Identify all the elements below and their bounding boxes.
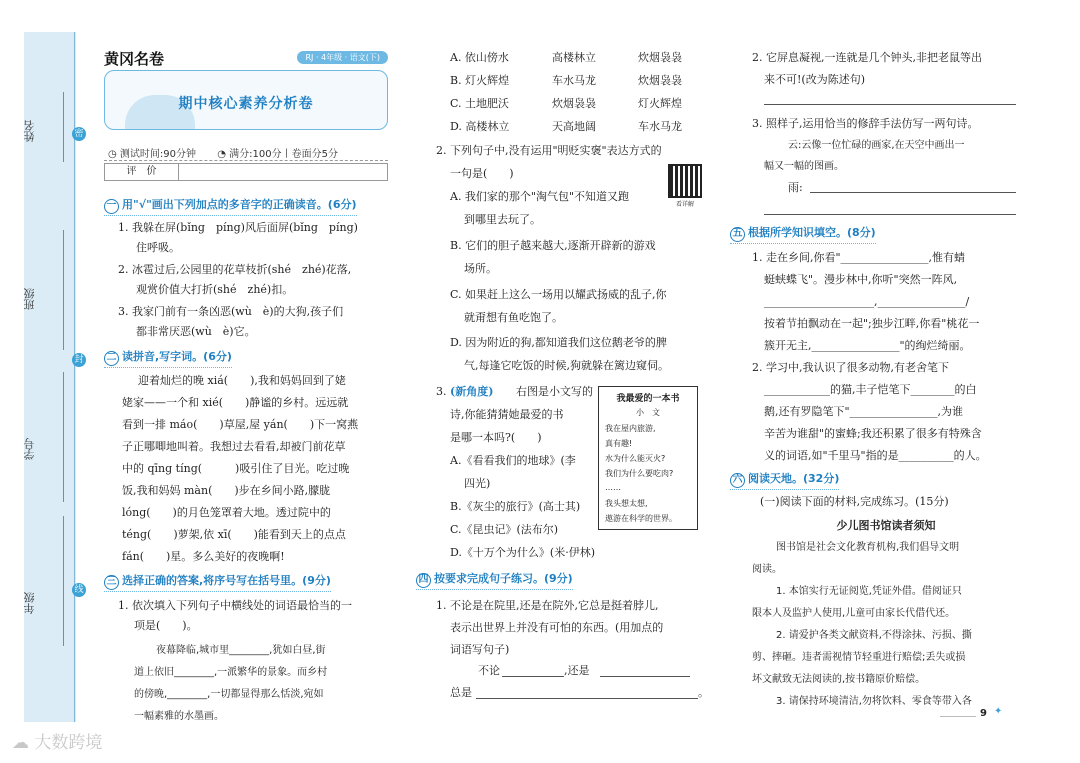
- passage-line: 阅读。: [752, 564, 782, 575]
- sec3-q1-line: 道上依旧________,一派繁华的景象。而乡村: [134, 667, 328, 678]
- poem-line: 水为什么能灭火?: [605, 454, 666, 463]
- sec3-q2-line: 场所。: [464, 262, 497, 275]
- q1-option-a2: 高楼林立: [552, 51, 596, 64]
- sec2-line: fán( )星。多么美好的夜晚啊!: [122, 550, 285, 563]
- q1-option-d2: 天高地阔: [552, 120, 596, 133]
- logo: 黄冈名卷: [104, 50, 165, 68]
- q1-option-d3: 车水马龙: [638, 120, 682, 133]
- header-bar: [104, 48, 388, 66]
- q1-option-b: B. 灯火辉煌: [450, 74, 510, 87]
- sec4-q2-line: 来不可!(改为陈述句): [764, 73, 866, 86]
- sec5-line: 辛苦为谁甜"的蜜蜂;我还积累了很多有特殊含: [764, 427, 982, 440]
- section-5-title: 五 根据所学知识填空。(8分): [730, 224, 876, 244]
- sec1-line: 2. 冰雹过后,公园里的花草枝折(shé zhé)花落,: [118, 263, 352, 276]
- sec3-q1-line: 夜幕降临,城市里________,犹如白昼,街: [156, 645, 326, 656]
- poem-title: 我最爱的一本书: [616, 394, 680, 404]
- section-4-title: 四 按要求完成句子练习。(9分): [416, 570, 573, 590]
- sec3-q3-num: 3.: [436, 385, 447, 398]
- sec3-q3-line: 右图是小文写的: [516, 385, 593, 398]
- sec3-q1-line: 的傍晚,________,一切都显得那么恬淡,宛如: [134, 689, 324, 700]
- sec5-line: ____________________,________________/: [764, 295, 970, 308]
- poem-author: 小 文: [636, 408, 660, 417]
- qr-caption: 看详解: [675, 201, 694, 208]
- sec3-q3-line: C.《昆虫记》(法布尔): [450, 523, 559, 536]
- sec2-line: 饭,我和妈妈 màn( )步在乡间小路,朦胧: [122, 484, 331, 497]
- seal-xian: 线: [72, 583, 86, 597]
- sec3-q2-line: 一句是( ): [450, 167, 514, 180]
- sec3-q2-line: 到哪里去玩了。: [464, 213, 541, 226]
- sec5-line: ____________的猫,丰子恺笔下________的白: [764, 383, 977, 396]
- sec2-line: téng( )萝架,依 xī( )能看到天上的点点: [122, 528, 346, 541]
- clock-icon: ◷: [108, 149, 117, 160]
- sec5-line: 2. 学习中,我认识了很多动物,有老舍笔下: [752, 361, 949, 374]
- evaluation-box: [104, 163, 388, 181]
- sec5-line: 按着节拍飘动在一起";独步江畔,你看"桃花一: [764, 317, 980, 330]
- section-6-title: 六 阅读天地。(32分): [730, 470, 839, 490]
- sec3-q2-line: D. 因为附近的狗,都知道我们这位鹅老爷的脾: [450, 336, 667, 349]
- sec5-line: 鹅,还有罗隐笔下"________________,为谁: [764, 405, 964, 418]
- new-angle-tag: (新角度): [450, 385, 494, 398]
- q1-option-c2: 炊烟袅袅: [552, 97, 596, 110]
- sec4-q2-line: 2. 它屏息凝视,一连就是几个钟头,非把老鼠等出: [752, 51, 982, 64]
- q1-option-b3: 炊烟袅袅: [638, 74, 682, 87]
- poem-line: 我头想太想,: [605, 499, 648, 508]
- passage-title: 少儿图书馆读者须知: [836, 519, 936, 532]
- exam-time: 测试时间:90分钟: [119, 149, 197, 160]
- evaluation-label: 评 价: [105, 164, 179, 180]
- sec3-q2-line: 就甭想有鱼吃饱了。: [464, 311, 563, 324]
- sec3-q3-line: 四光): [464, 477, 491, 490]
- passage-line: 3. 请保持环境清洁,勿将饮料、零食等带入各: [776, 696, 972, 707]
- fill-zongshi: 总是: [450, 686, 472, 699]
- star-icon: ✦: [994, 706, 1003, 717]
- poem-line: 真有趣!: [605, 439, 633, 448]
- sec3-q1-line: 一幅素雅的水墨画。: [134, 711, 224, 722]
- q1-option-a3: 炊烟袅袅: [638, 51, 682, 64]
- sec2-line: 姥家——一个和 xié( )静谧的乡村。远远就: [122, 396, 349, 409]
- score-icon: ◔: [217, 149, 226, 160]
- sec3-q1-line: 1. 依次填入下列句子中横线处的词语最恰当的一: [118, 599, 352, 612]
- sec5-line: 蜓蛱蝶飞"。漫步林中,你听"突然一阵风,: [764, 273, 958, 286]
- sec4-q1-line: 1. 不论是在院里,还是在院外,它总是挺着脖儿,: [436, 599, 659, 612]
- seal-feng: 封: [72, 353, 86, 367]
- sec4-q3-line: 3. 照样子,运用恰当的修辞手法仿写一两句诗。: [752, 117, 979, 130]
- poem-line: 我在屋内旅游,: [605, 424, 656, 433]
- q1-option-c: C. 土地肥沃: [450, 97, 510, 110]
- page-number: 9: [980, 708, 987, 719]
- exam-meta: [104, 145, 388, 161]
- exam-title: 期中核心素养分析卷: [178, 96, 314, 112]
- sec2-line: 中的 qīng tíng( )吸引住了目光。吃过晚: [122, 462, 350, 475]
- sec3-q2-line: B. 它们的胆子越来越大,逐渐开辟新的游戏: [450, 239, 656, 252]
- section-2-title: 二 读拼音,写字词。(6分): [104, 348, 232, 368]
- sec4-q3-line: 幅又一幅的图画。: [764, 161, 844, 172]
- passage-line: 2. 请爱护各类文献资料,不得涂抹、污损、撕: [776, 630, 972, 641]
- qr-code[interactable]: [668, 164, 702, 198]
- sec1-line: 都非常厌恶(wù è)它。: [136, 325, 256, 338]
- poem-line: 我们为什么要吃肉?: [605, 469, 674, 478]
- sec1-line: 住呼吸。: [136, 241, 180, 254]
- sec5-line: 义的词语,如"千里马"指的是__________的人。: [764, 449, 987, 462]
- q1-option-c3: 灯火辉煌: [638, 97, 682, 110]
- sec6-sub: (一)阅读下面的材料,完成练习。(15分): [760, 495, 949, 508]
- sec3-q3-line: D.《十万个为什么》(米·伊林): [450, 546, 596, 559]
- sec4-q1-line: 词语写句子): [450, 643, 510, 656]
- passage-line: 图书馆是社会文化教育机构,我们倡导文明: [776, 542, 960, 553]
- sec2-line: lóng( )的月色笼罩着大地。透过院中的: [122, 506, 331, 519]
- sec2-line: 子正哪唧地叫着。我想过去看看,却被门前花草: [122, 440, 346, 453]
- q1-option-b2: 车水马龙: [552, 74, 596, 87]
- section-1-title: 一 用"√"画出下列加点的多音字的正确读音。(6分): [104, 196, 357, 216]
- fill-haishi: ,还是: [564, 664, 590, 677]
- sec1-line: 观赏价值大打折(shé zhé)扣。: [136, 283, 294, 296]
- fill-end: 。: [698, 686, 709, 699]
- seal-mi: 密: [72, 127, 86, 141]
- poem-line: 遨游在科学的世界。: [605, 514, 677, 523]
- sec1-line: 3. 我家门前有一条凶恶(wù è)的大狗,孩子们: [118, 305, 344, 318]
- sec3-q2-line: A. 我们家的那个"淘气包"不知道又跑: [450, 190, 630, 203]
- binding-field-name: 姓名: [23, 120, 36, 142]
- sec5-line: 簇开无主,________________"的绚烂绮丽。: [764, 339, 971, 352]
- watermark: ☁ 大数跨境: [12, 733, 103, 753]
- sec3-q3-line: 是哪一本吗?( ): [450, 431, 542, 444]
- fill-buncheng: 不论: [478, 664, 500, 677]
- sec1-line: 1. 我躲在屏(bǐng píng)风后面屏(bǐng píng): [118, 221, 358, 234]
- q1-option-a: A. 依山傍水: [450, 51, 509, 64]
- sec3-q2-line: C. 如果赶上这么一场用以耀武扬威的乱子,你: [450, 288, 667, 301]
- page-number-rule: [940, 716, 976, 717]
- passage-line: 剪、摔砸。违者需视情节轻重进行赔偿;丢失或损: [752, 652, 966, 663]
- sec3-q3-line: A.《看看我们的地球》(李: [450, 454, 576, 467]
- sec4-q1-line: 表示出世界上并没有可怕的东西。(用加点的: [450, 621, 664, 634]
- binding-field-class: 班级: [23, 288, 36, 310]
- sec2-line: 看到一排 máo( )草屋,屋 yán( )下一窝燕: [122, 418, 359, 431]
- poem-line: ……: [605, 483, 621, 492]
- title-box: [104, 70, 388, 130]
- sec3-q1-line: 项是( )。: [134, 619, 198, 632]
- grade-tag: RJ · 4年级 · 语文(下): [297, 51, 388, 64]
- sec3-q3-line: 诗,你能猜猜她最爱的书: [450, 408, 564, 421]
- sec5-line: 1. 走在乡间,你看"________________,惟有蜻: [752, 251, 966, 264]
- sec4-q3-line: 雨:: [788, 181, 803, 194]
- sec3-q3-line: B.《灰尘的旅行》(高士其): [450, 500, 581, 513]
- poem-box: [598, 386, 698, 530]
- exam-score: 满分:100分丨卷面分5分: [229, 149, 338, 160]
- passage-line: 1. 本馆实行无证阅览,凭证外借。借阅证只: [776, 586, 962, 597]
- binding-field-student-id: 学号: [23, 438, 36, 460]
- sec4-q3-line: 云:云像一位忙碌的画家,在天空中画出一: [788, 140, 965, 151]
- sec3-q2-line: 2. 下列句子中,没有运用"明贬实褒"表达方式的: [436, 144, 662, 157]
- sec3-q2-line: 气,每逢它吃饭的时候,狗就躲在篱边窥伺。: [464, 359, 669, 372]
- binding-field-grade: 年级: [23, 592, 36, 614]
- q1-option-d: D. 高楼林立: [450, 120, 510, 133]
- sec2-line: 迎着灿烂的晚 xiá( ),我和妈妈回到了姥: [138, 374, 346, 387]
- section-3-title: 三 选择正确的答案,将序号写在括号里。(9分): [104, 572, 331, 592]
- passage-line: 坏文献致无法阅读的,按书籍原价赔偿。: [752, 674, 926, 685]
- passage-line: 限本人及监护人使用,儿童可由家长代借代还。: [752, 608, 956, 619]
- watermark-icon: ☁: [12, 733, 29, 753]
